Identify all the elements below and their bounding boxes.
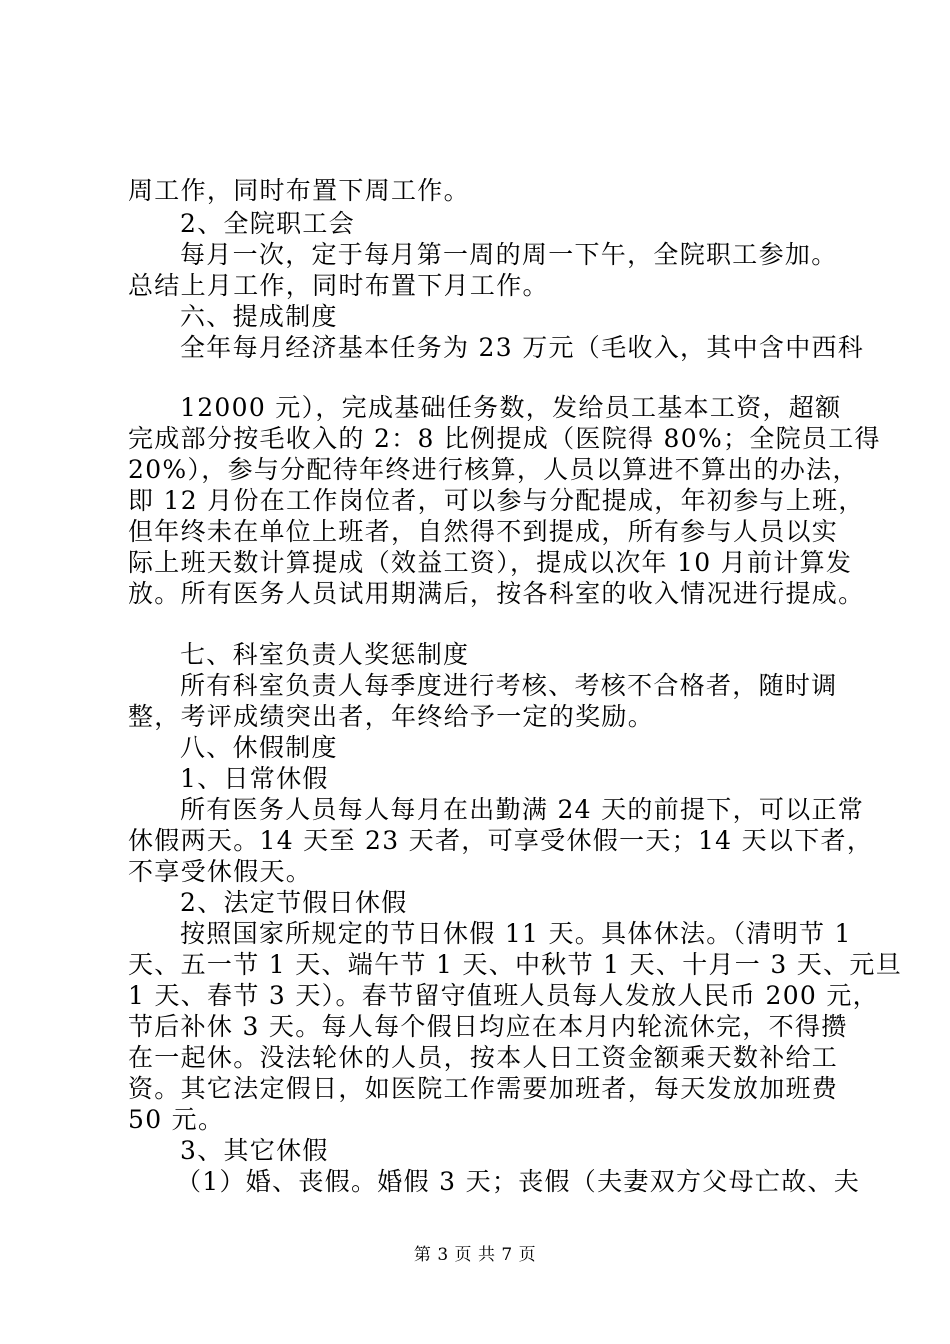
- paragraph-line: 节后补休 3 天。每人每个假日均应在本月内轮流休完，不得攒: [128, 1012, 848, 1041]
- section-heading: 八、休假制度: [180, 733, 338, 762]
- paragraph-line: 完成部分按毛收入的 2：8 比例提成（医院得 80%；全院员工得: [128, 424, 881, 453]
- paragraph-line: 资。其它法定假日，如医院工作需要加班者，每天发放加班费: [128, 1074, 839, 1103]
- paragraph-line: 际上班天数计算提成（效益工资），提成以次年 10 月前计算发: [128, 548, 853, 577]
- paragraph-line: 1 天、春节 3 天）。春节留守值班人员每人发放人民币 200 元，: [128, 981, 879, 1010]
- paragraph-line: 总结上月工作，同时布置下月工作。: [128, 271, 549, 300]
- paragraph-line: 周工作，同时布置下周工作。: [128, 176, 470, 205]
- section-heading: 1、日常休假: [180, 764, 329, 793]
- paragraph-line: 即 12 月份在工作岗位者，可以参与分配提成，年初参与上班，: [128, 486, 865, 515]
- paragraph-line: 全年每月经济基本任务为 23 万元（毛收入，其中含中西科: [180, 333, 865, 362]
- paragraph-line: 在一起休。没法轮休的人员，按本人日工资金额乘天数补给工: [128, 1043, 839, 1072]
- paragraph-line: 放。所有医务人员试用期满后，按各科室的收入情况进行提成。: [128, 579, 865, 608]
- section-heading: 七、科室负责人奖惩制度: [180, 640, 470, 669]
- paragraph-line: 休假两天。14 天至 23 天者，可享受休假一天；14 天以下者，: [128, 826, 874, 855]
- paragraph-line: 20%），参与分配待年终进行核算，人员以算进不算出的办法，: [128, 455, 859, 484]
- paragraph-line: 每月一次，定于每月第一周的周一下午，全院职工参加。: [180, 240, 838, 269]
- page-number-footer: 第 3 页 共 7 页: [413, 1245, 537, 1265]
- paragraph-line: 12000 元），完成基础任务数，发给员工基本工资，超额: [180, 393, 842, 422]
- paragraph-line: （1）婚、丧假。婚假 3 天；丧假（夫妻双方父母亡故、夫: [176, 1167, 861, 1196]
- paragraph-line: 按照国家所规定的节日休假 11 天。具体休法。（清明节 1: [180, 919, 852, 948]
- paragraph-line: 所有医务人员每人每月在出勤满 24 天的前提下，可以正常: [180, 795, 865, 824]
- paragraph-line: 50 元。: [128, 1105, 225, 1134]
- paragraph-line: 不享受休假天。: [128, 857, 313, 886]
- section-heading: 2、法定节假日休假: [180, 888, 408, 917]
- section-heading: 2、全院职工会: [180, 209, 356, 238]
- paragraph-line: 所有科室负责人每季度进行考核、考核不合格者，随时调: [180, 671, 838, 700]
- paragraph-line: 天、五一节 1 天、端午节 1 天、中秋节 1 天、十月一 3 天、元旦: [128, 950, 902, 979]
- section-heading: 3、其它休假: [180, 1136, 329, 1165]
- paragraph-line: 整，考评成绩突出者，年终给予一定的奖励。: [128, 702, 655, 731]
- section-heading: 六、提成制度: [180, 302, 338, 331]
- paragraph-line: 但年终未在单位上班者，自然得不到提成，所有参与人员以实: [128, 517, 839, 546]
